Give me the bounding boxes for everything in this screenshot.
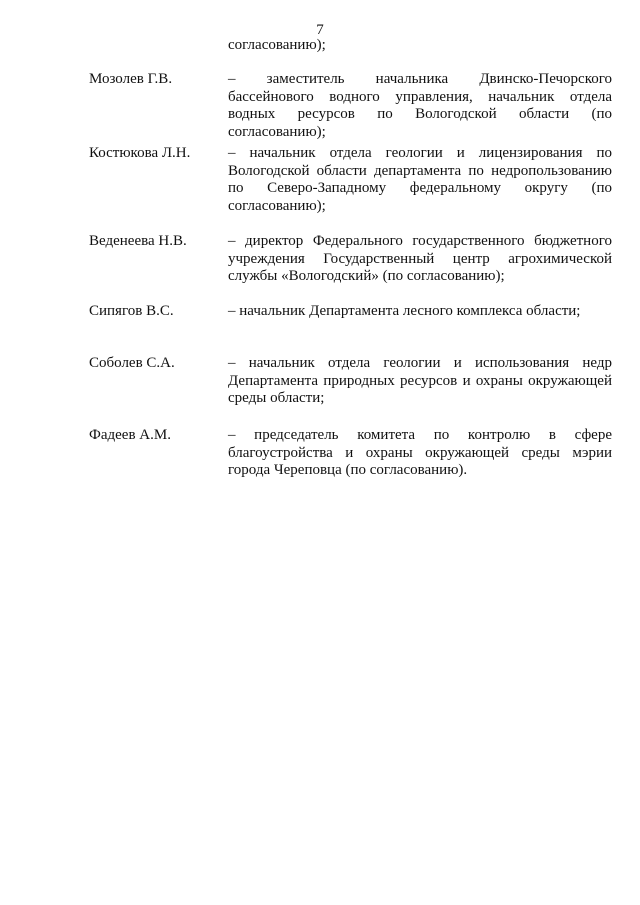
member-description: – заместитель начальника Двинско-Печорского бассейнового водного управления, начальник отдела водных ресурсов по Вологодской области (по согласованию); xyxy=(228,71,612,140)
continuation-text: согласованию); xyxy=(228,37,326,53)
page-number: 7 xyxy=(316,22,324,38)
member-description: – начальник отдела геологии и использования недр Департамента природных ресурсов и охраны окружающей среды области; xyxy=(228,355,612,406)
member-name: Костюкова Л.Н. xyxy=(89,145,191,161)
member-name: Мозолев Г.В. xyxy=(89,71,173,87)
member-description: – директор Федерального государственного бюджетного учреждения Государственный центр агрохимической службы «Вологодский» (по согласованию); xyxy=(228,233,612,284)
member-name: Соболев С.А. xyxy=(89,355,175,371)
member-description: – председатель комитета по контролю в сфере благоустройства и охраны окружающей среды мэрии города Череповца (по согласованию). xyxy=(228,427,612,478)
member-description: – начальник Департамента лесного комплекса области; xyxy=(228,303,581,319)
member-name: Фадеев А.М. xyxy=(89,427,171,443)
member-name: Сипягов В.С. xyxy=(89,303,174,319)
member-name: Веденеева Н.В. xyxy=(89,233,187,249)
member-description: – начальник отдела геологии и лицензирования по Вологодской области департамента по недропользованию по Северо-Западному федеральному округу (по согласованию); xyxy=(228,145,612,214)
